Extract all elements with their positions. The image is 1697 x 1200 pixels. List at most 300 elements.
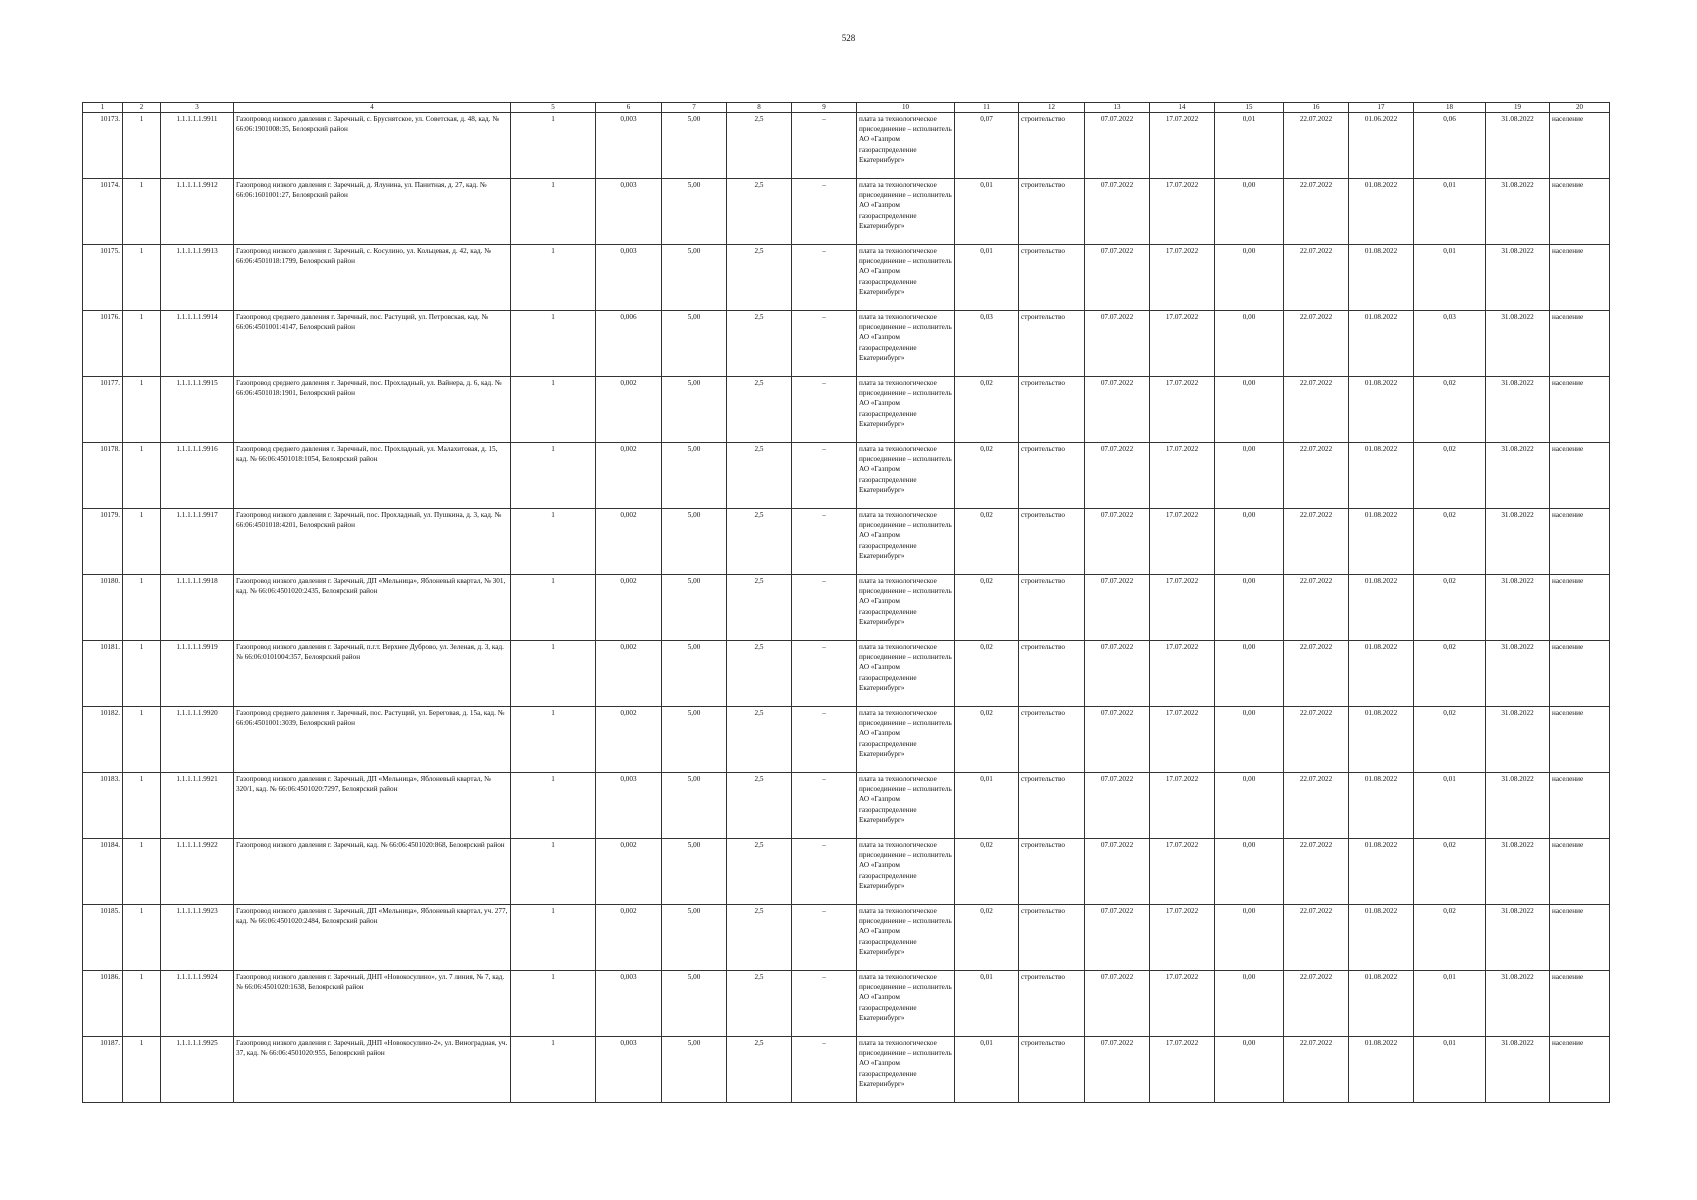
col-19-date: 31.08.2022 <box>1486 905 1550 971</box>
column-header-11: 11 <box>955 103 1019 113</box>
table-row <box>83 641 1610 707</box>
end-date: 17.07.2022 <box>1150 641 1215 707</box>
col-19-date: 31.08.2022 <box>1486 443 1550 509</box>
col-17-date: 01.08.2022 <box>1349 1037 1414 1103</box>
col-6-value: 0,003 <box>596 1037 662 1103</box>
table-row <box>83 179 1610 245</box>
col-11-value: 0,02 <box>955 443 1019 509</box>
end-date: 17.07.2022 <box>1150 905 1215 971</box>
row-number: 10186. <box>83 971 123 1037</box>
col-5-value: 1 <box>511 575 596 641</box>
consumer-category: население <box>1550 575 1610 641</box>
col-16-date: 22.07.2022 <box>1284 179 1349 245</box>
col-5-value: 1 <box>511 773 596 839</box>
funding-source: плата за технологическое присоединение – исполнитель АО «Газпром газораспределение Екатеринбург» <box>857 377 955 443</box>
col-9-value: – <box>792 641 857 707</box>
funding-source: плата за технологическое присоединение – исполнитель АО «Газпром газораспределение Екатеринбург» <box>857 443 955 509</box>
consumer-category: население <box>1550 1037 1610 1103</box>
col-18-value: 0,01 <box>1414 773 1486 839</box>
col-5-value: 1 <box>511 509 596 575</box>
col-11-value: 0,01 <box>955 1037 1019 1103</box>
start-date: 07.07.2022 <box>1085 575 1150 641</box>
column-header-4: 4 <box>234 103 511 113</box>
table-row <box>83 311 1610 377</box>
funding-source: плата за технологическое присоединение – исполнитель АО «Газпром газораспределение Екатеринбург» <box>857 971 955 1037</box>
col-9-value: – <box>792 509 857 575</box>
col-17-date: 01.06.2022 <box>1349 113 1414 179</box>
col-5-value: 1 <box>511 1037 596 1103</box>
object-description: Газопровод среднего давления г. Заречный, пос. Растущий, ул. Береговая, д. 15а, кад. № 66:06:4501001:3039, Белоярский район <box>234 707 511 773</box>
col-8-value: 2,5 <box>727 971 792 1037</box>
col-19-date: 31.08.2022 <box>1486 311 1550 377</box>
object-description: Газопровод низкого давления г. Заречный, с. Косулино, ул. Кольцевая, д. 42, кад. № 66:06:4501018:1799, Белоярский район <box>234 245 511 311</box>
col-9-value: – <box>792 971 857 1037</box>
col-15-value: 0,00 <box>1215 1037 1284 1103</box>
consumer-category: население <box>1550 509 1610 575</box>
work-type: строительство <box>1019 113 1085 179</box>
column-header-14: 14 <box>1150 103 1215 113</box>
column-header-19: 19 <box>1486 103 1550 113</box>
object-description: Газопровод низкого давления г. Заречный, п.г.т. Верхнее Дуброво, ул. Зеленая, д. 3, кад. № 66:06:0101004:357, Белоярский район <box>234 641 511 707</box>
funding-source: плата за технологическое присоединение – исполнитель АО «Газпром газораспределение Екатеринбург» <box>857 311 955 377</box>
col-6-value: 0,003 <box>596 971 662 1037</box>
row-number: 10175. <box>83 245 123 311</box>
object-code: 1.1.1.1.1.9914 <box>161 311 234 377</box>
end-date: 17.07.2022 <box>1150 707 1215 773</box>
col-9-value: – <box>792 905 857 971</box>
col-2-value: 1 <box>123 839 161 905</box>
table-row <box>83 575 1610 641</box>
funding-source: плата за технологическое присоединение – исполнитель АО «Газпром газораспределение Екатеринбург» <box>857 575 955 641</box>
col-2-value: 1 <box>123 905 161 971</box>
col-18-value: 0,02 <box>1414 905 1486 971</box>
object-description: Газопровод низкого давления г. Заречный, кад. № 66:06:4501020:868, Белоярский район <box>234 839 511 905</box>
end-date: 17.07.2022 <box>1150 839 1215 905</box>
funding-source: плата за технологическое присоединение – исполнитель АО «Газпром газораспределение Екатеринбург» <box>857 1037 955 1103</box>
work-type: строительство <box>1019 707 1085 773</box>
col-15-value: 0,00 <box>1215 575 1284 641</box>
col-2-value: 1 <box>123 773 161 839</box>
work-type: строительство <box>1019 443 1085 509</box>
col-8-value: 2,5 <box>727 377 792 443</box>
end-date: 17.07.2022 <box>1150 509 1215 575</box>
end-date: 17.07.2022 <box>1150 1037 1215 1103</box>
col-2-value: 1 <box>123 443 161 509</box>
col-17-date: 01.08.2022 <box>1349 575 1414 641</box>
object-code: 1.1.1.1.1.9911 <box>161 113 234 179</box>
column-header-5: 5 <box>511 103 596 113</box>
col-11-value: 0,01 <box>955 773 1019 839</box>
object-description: Газопровод среднего давления г. Заречный, пос. Прохладный, ул. Малахитовая, д. 15, кад. № 66:06:4501018:1054, Белоярский район <box>234 443 511 509</box>
col-19-date: 31.08.2022 <box>1486 707 1550 773</box>
object-description: Газопровод среднего давления г. Заречный, пос. Растущий, ул. Петровская, кад. № 66:06:4501001:4147, Белоярский район <box>234 311 511 377</box>
col-18-value: 0,03 <box>1414 311 1486 377</box>
start-date: 07.07.2022 <box>1085 377 1150 443</box>
col-9-value: – <box>792 773 857 839</box>
col-8-value: 2,5 <box>727 443 792 509</box>
col-18-value: 0,02 <box>1414 707 1486 773</box>
col-16-date: 22.07.2022 <box>1284 377 1349 443</box>
col-6-value: 0,002 <box>596 509 662 575</box>
col-19-date: 31.08.2022 <box>1486 245 1550 311</box>
col-11-value: 0,03 <box>955 311 1019 377</box>
col-8-value: 2,5 <box>727 179 792 245</box>
col-8-value: 2,5 <box>727 311 792 377</box>
col-15-value: 0,00 <box>1215 179 1284 245</box>
start-date: 07.07.2022 <box>1085 443 1150 509</box>
col-19-date: 31.08.2022 <box>1486 509 1550 575</box>
col-5-value: 1 <box>511 641 596 707</box>
consumer-category: население <box>1550 905 1610 971</box>
work-type: строительство <box>1019 179 1085 245</box>
col-2-value: 1 <box>123 707 161 773</box>
start-date: 07.07.2022 <box>1085 1037 1150 1103</box>
object-code: 1.1.1.1.1.9924 <box>161 971 234 1037</box>
col-9-value: – <box>792 839 857 905</box>
col-16-date: 22.07.2022 <box>1284 905 1349 971</box>
table-row <box>83 245 1610 311</box>
col-19-date: 31.08.2022 <box>1486 179 1550 245</box>
page-number: 528 <box>841 33 856 43</box>
col-2-value: 1 <box>123 179 161 245</box>
object-description: Газопровод низкого давления г. Заречный, д. Ялунина, ул. Панитная, д. 27, кад. № 66:06:1601001:27, Белоярский район <box>234 179 511 245</box>
funding-source: плата за технологическое присоединение – исполнитель АО «Газпром газораспределение Екатеринбург» <box>857 179 955 245</box>
row-number: 10184. <box>83 839 123 905</box>
table-row <box>83 509 1610 575</box>
col-6-value: 0,002 <box>596 641 662 707</box>
start-date: 07.07.2022 <box>1085 641 1150 707</box>
col-11-value: 0,01 <box>955 179 1019 245</box>
col-16-date: 22.07.2022 <box>1284 641 1349 707</box>
col-8-value: 2,5 <box>727 839 792 905</box>
col-8-value: 2,5 <box>727 773 792 839</box>
col-16-date: 22.07.2022 <box>1284 509 1349 575</box>
table-row <box>83 1037 1610 1103</box>
object-description: Газопровод среднего давления г. Заречный, пос. Прохладный, ул. Вайнера, д. 6, кад. № 66:06:4501018:1901, Белоярский район <box>234 377 511 443</box>
col-5-value: 1 <box>511 377 596 443</box>
col-6-value: 0,002 <box>596 575 662 641</box>
col-16-date: 22.07.2022 <box>1284 773 1349 839</box>
col-8-value: 2,5 <box>727 575 792 641</box>
col-7-value: 5,00 <box>662 1037 727 1103</box>
col-17-date: 01.08.2022 <box>1349 179 1414 245</box>
start-date: 07.07.2022 <box>1085 113 1150 179</box>
consumer-category: население <box>1550 179 1610 245</box>
column-header-12: 12 <box>1019 103 1085 113</box>
funding-source: плата за технологическое присоединение – исполнитель АО «Газпром газораспределение Екатеринбург» <box>857 839 955 905</box>
col-15-value: 0,00 <box>1215 707 1284 773</box>
col-2-value: 1 <box>123 1037 161 1103</box>
col-5-value: 1 <box>511 311 596 377</box>
end-date: 17.07.2022 <box>1150 443 1215 509</box>
col-15-value: 0,00 <box>1215 839 1284 905</box>
row-number: 10181. <box>83 641 123 707</box>
column-header-10: 10 <box>857 103 955 113</box>
col-6-value: 0,003 <box>596 245 662 311</box>
start-date: 07.07.2022 <box>1085 245 1150 311</box>
row-number: 10187. <box>83 1037 123 1103</box>
col-18-value: 0,06 <box>1414 113 1486 179</box>
col-15-value: 0,00 <box>1215 641 1284 707</box>
col-7-value: 5,00 <box>662 773 727 839</box>
object-description: Газопровод низкого давления г. Заречный, с. Бруснятское, ул. Советская, д. 48, кад. № 66:06:1901008:35, Белоярский район <box>234 113 511 179</box>
funding-source: плата за технологическое присоединение – исполнитель АО «Газпром газораспределение Екатеринбург» <box>857 245 955 311</box>
object-code: 1.1.1.1.1.9917 <box>161 509 234 575</box>
col-19-date: 31.08.2022 <box>1486 773 1550 839</box>
col-19-date: 31.08.2022 <box>1486 113 1550 179</box>
col-5-value: 1 <box>511 839 596 905</box>
col-15-value: 0,00 <box>1215 773 1284 839</box>
column-header-6: 6 <box>596 103 662 113</box>
col-18-value: 0,01 <box>1414 971 1486 1037</box>
start-date: 07.07.2022 <box>1085 311 1150 377</box>
row-number: 10177. <box>83 377 123 443</box>
table-row <box>83 905 1610 971</box>
object-code: 1.1.1.1.1.9920 <box>161 707 234 773</box>
col-17-date: 01.08.2022 <box>1349 773 1414 839</box>
col-15-value: 0,00 <box>1215 443 1284 509</box>
start-date: 07.07.2022 <box>1085 971 1150 1037</box>
object-code: 1.1.1.1.1.9923 <box>161 905 234 971</box>
work-type: строительство <box>1019 1037 1085 1103</box>
end-date: 17.07.2022 <box>1150 971 1215 1037</box>
consumer-category: население <box>1550 443 1610 509</box>
col-15-value: 0,00 <box>1215 311 1284 377</box>
col-5-value: 1 <box>511 179 596 245</box>
col-15-value: 0,01 <box>1215 113 1284 179</box>
col-17-date: 01.08.2022 <box>1349 443 1414 509</box>
consumer-category: население <box>1550 971 1610 1037</box>
col-18-value: 0,01 <box>1414 245 1486 311</box>
row-number: 10173. <box>83 113 123 179</box>
work-type: строительство <box>1019 839 1085 905</box>
table-row <box>83 971 1610 1037</box>
table-row <box>83 443 1610 509</box>
work-type: строительство <box>1019 311 1085 377</box>
col-9-value: – <box>792 707 857 773</box>
col-18-value: 0,02 <box>1414 575 1486 641</box>
table-row <box>83 707 1610 773</box>
object-description: Газопровод низкого давления г. Заречный, ДНП «Новокосулино-2», ул. Виноградная, уч. 37, кад. № 66:06:4501020:955, Белоярский район <box>234 1037 511 1103</box>
consumer-category: население <box>1550 839 1610 905</box>
object-description: Газопровод низкого давления г. Заречный, пос. Прохладный, ул. Пушкина, д. 3, кад. № 66:06:4501018:4201, Белоярский район <box>234 509 511 575</box>
col-11-value: 0,02 <box>955 377 1019 443</box>
col-9-value: – <box>792 179 857 245</box>
col-15-value: 0,00 <box>1215 245 1284 311</box>
column-header-3: 3 <box>161 103 234 113</box>
object-code: 1.1.1.1.1.9921 <box>161 773 234 839</box>
col-11-value: 0,02 <box>955 575 1019 641</box>
col-18-value: 0,02 <box>1414 509 1486 575</box>
object-description: Газопровод низкого давления г. Заречный, ДП «Мельница», Яблоневый квартал, № 320/1, кад. № 66:06:4501020:7297, Белоярский район <box>234 773 511 839</box>
col-5-value: 1 <box>511 113 596 179</box>
end-date: 17.07.2022 <box>1150 377 1215 443</box>
table-header-row <box>83 103 1610 113</box>
row-number: 10180. <box>83 575 123 641</box>
column-header-1: 1 <box>83 103 123 113</box>
row-number: 10174. <box>83 179 123 245</box>
consumer-category: население <box>1550 641 1610 707</box>
col-18-value: 0,01 <box>1414 1037 1486 1103</box>
object-code: 1.1.1.1.1.9913 <box>161 245 234 311</box>
end-date: 17.07.2022 <box>1150 113 1215 179</box>
start-date: 07.07.2022 <box>1085 707 1150 773</box>
consumer-category: население <box>1550 773 1610 839</box>
row-number: 10183. <box>83 773 123 839</box>
col-8-value: 2,5 <box>727 905 792 971</box>
col-6-value: 0,002 <box>596 707 662 773</box>
column-header-17: 17 <box>1349 103 1414 113</box>
col-2-value: 1 <box>123 245 161 311</box>
col-19-date: 31.08.2022 <box>1486 971 1550 1037</box>
funding-source: плата за технологическое присоединение – исполнитель АО «Газпром газораспределение Екатеринбург» <box>857 641 955 707</box>
consumer-category: население <box>1550 113 1610 179</box>
col-15-value: 0,00 <box>1215 905 1284 971</box>
col-17-date: 01.08.2022 <box>1349 509 1414 575</box>
col-17-date: 01.08.2022 <box>1349 377 1414 443</box>
col-11-value: 0,01 <box>955 971 1019 1037</box>
col-6-value: 0,003 <box>596 179 662 245</box>
object-code: 1.1.1.1.1.9918 <box>161 575 234 641</box>
row-number: 10182. <box>83 707 123 773</box>
col-6-value: 0,003 <box>596 773 662 839</box>
object-code: 1.1.1.1.1.9925 <box>161 1037 234 1103</box>
col-9-value: – <box>792 575 857 641</box>
column-header-9: 9 <box>792 103 857 113</box>
object-description: Газопровод низкого давления г. Заречный, ДП «Мельница», Яблоневый квартал, уч. 277, кад. № 66:06:4501020:2484, Белоярский район <box>234 905 511 971</box>
start-date: 07.07.2022 <box>1085 839 1150 905</box>
table-body <box>83 113 1610 1103</box>
col-7-value: 5,00 <box>662 905 727 971</box>
col-19-date: 31.08.2022 <box>1486 575 1550 641</box>
col-18-value: 0,02 <box>1414 377 1486 443</box>
col-6-value: 0,002 <box>596 839 662 905</box>
object-description: Газопровод низкого давления г. Заречный, ДП «Мельница», Яблоневый квартал, № 301, кад. № 66:06:4501020:2435, Белоярский район <box>234 575 511 641</box>
col-2-value: 1 <box>123 113 161 179</box>
col-7-value: 5,00 <box>662 509 727 575</box>
col-16-date: 22.07.2022 <box>1284 707 1349 773</box>
column-header-18: 18 <box>1414 103 1486 113</box>
col-18-value: 0,02 <box>1414 839 1486 905</box>
col-6-value: 0,002 <box>596 377 662 443</box>
funding-source: плата за технологическое присоединение – исполнитель АО «Газпром газораспределение Екатеринбург» <box>857 113 955 179</box>
start-date: 07.07.2022 <box>1085 773 1150 839</box>
column-header-20: 20 <box>1550 103 1610 113</box>
col-15-value: 0,00 <box>1215 971 1284 1037</box>
end-date: 17.07.2022 <box>1150 575 1215 641</box>
col-9-value: – <box>792 245 857 311</box>
col-17-date: 01.08.2022 <box>1349 905 1414 971</box>
funding-source: плата за технологическое присоединение – исполнитель АО «Газпром газораспределение Екатеринбург» <box>857 707 955 773</box>
col-8-value: 2,5 <box>727 707 792 773</box>
col-5-value: 1 <box>511 707 596 773</box>
col-18-value: 0,01 <box>1414 179 1486 245</box>
col-2-value: 1 <box>123 377 161 443</box>
work-type: строительство <box>1019 575 1085 641</box>
col-7-value: 5,00 <box>662 245 727 311</box>
col-17-date: 01.08.2022 <box>1349 245 1414 311</box>
col-16-date: 22.07.2022 <box>1284 575 1349 641</box>
col-7-value: 5,00 <box>662 311 727 377</box>
table-row <box>83 113 1610 179</box>
col-7-value: 5,00 <box>662 575 727 641</box>
col-11-value: 0,02 <box>955 641 1019 707</box>
col-9-value: – <box>792 377 857 443</box>
work-type: строительство <box>1019 971 1085 1037</box>
consumer-category: население <box>1550 311 1610 377</box>
data-table <box>82 102 1610 1103</box>
work-type: строительство <box>1019 905 1085 971</box>
work-type: строительство <box>1019 509 1085 575</box>
object-description: Газопровод низкого давления г. Заречный, ДНП «Новокосулино», ул. 7 линия, № 7, кад. № 66:06:4501020:1638, Белоярский район <box>234 971 511 1037</box>
row-number: 10178. <box>83 443 123 509</box>
object-code: 1.1.1.1.1.9919 <box>161 641 234 707</box>
column-header-16: 16 <box>1284 103 1349 113</box>
col-8-value: 2,5 <box>727 641 792 707</box>
col-2-value: 1 <box>123 509 161 575</box>
row-number: 10179. <box>83 509 123 575</box>
object-code: 1.1.1.1.1.9912 <box>161 179 234 245</box>
col-9-value: – <box>792 113 857 179</box>
col-2-value: 1 <box>123 311 161 377</box>
col-7-value: 5,00 <box>662 641 727 707</box>
end-date: 17.07.2022 <box>1150 245 1215 311</box>
column-header-8: 8 <box>727 103 792 113</box>
work-type: строительство <box>1019 641 1085 707</box>
col-17-date: 01.08.2022 <box>1349 971 1414 1037</box>
col-15-value: 0,00 <box>1215 377 1284 443</box>
col-18-value: 0,02 <box>1414 443 1486 509</box>
object-code: 1.1.1.1.1.9916 <box>161 443 234 509</box>
end-date: 17.07.2022 <box>1150 179 1215 245</box>
col-11-value: 0,02 <box>955 905 1019 971</box>
col-7-value: 5,00 <box>662 377 727 443</box>
start-date: 07.07.2022 <box>1085 179 1150 245</box>
col-19-date: 31.08.2022 <box>1486 1037 1550 1103</box>
funding-source: плата за технологическое присоединение – исполнитель АО «Газпром газораспределение Екатеринбург» <box>857 905 955 971</box>
col-11-value: 0,07 <box>955 113 1019 179</box>
col-16-date: 22.07.2022 <box>1284 311 1349 377</box>
col-6-value: 0,002 <box>596 443 662 509</box>
table-row <box>83 377 1610 443</box>
col-2-value: 1 <box>123 971 161 1037</box>
col-15-value: 0,00 <box>1215 509 1284 575</box>
end-date: 17.07.2022 <box>1150 773 1215 839</box>
col-8-value: 2,5 <box>727 245 792 311</box>
col-7-value: 5,00 <box>662 443 727 509</box>
end-date: 17.07.2022 <box>1150 311 1215 377</box>
col-11-value: 0,02 <box>955 509 1019 575</box>
table-row <box>83 773 1610 839</box>
col-16-date: 22.07.2022 <box>1284 971 1349 1037</box>
col-18-value: 0,02 <box>1414 641 1486 707</box>
col-11-value: 0,02 <box>955 707 1019 773</box>
col-16-date: 22.07.2022 <box>1284 443 1349 509</box>
col-16-date: 22.07.2022 <box>1284 113 1349 179</box>
funding-source: плата за технологическое присоединение – исполнитель АО «Газпром газораспределение Екатеринбург» <box>857 509 955 575</box>
row-number: 10176. <box>83 311 123 377</box>
funding-source: плата за технологическое присоединение – исполнитель АО «Газпром газораспределение Екатеринбург» <box>857 773 955 839</box>
column-header-13: 13 <box>1085 103 1150 113</box>
col-19-date: 31.08.2022 <box>1486 839 1550 905</box>
row-number: 10185. <box>83 905 123 971</box>
col-17-date: 01.08.2022 <box>1349 839 1414 905</box>
column-header-15: 15 <box>1215 103 1284 113</box>
col-2-value: 1 <box>123 641 161 707</box>
col-6-value: 0,003 <box>596 113 662 179</box>
col-9-value: – <box>792 1037 857 1103</box>
col-16-date: 22.07.2022 <box>1284 1037 1349 1103</box>
